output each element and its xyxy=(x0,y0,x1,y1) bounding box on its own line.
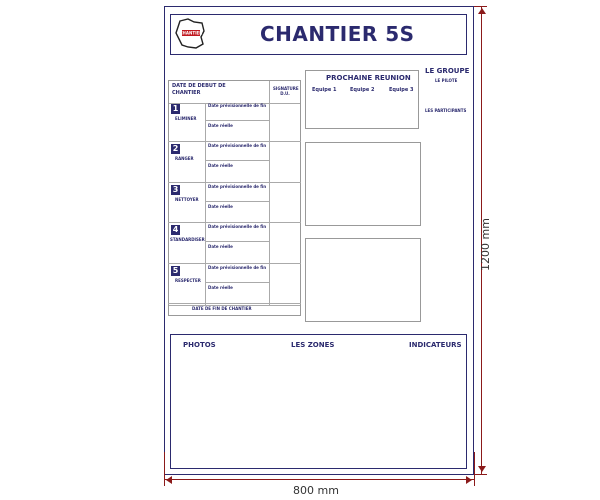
height-dimension-top-tick xyxy=(474,6,487,7)
planned-date-label: Date prévisionnelle de fin xyxy=(208,103,267,108)
width-dimension-line xyxy=(164,479,475,480)
row-mid-divider xyxy=(205,201,269,202)
width-dimension-left-tick xyxy=(164,452,165,486)
planned-date-label: Date prévisionnelle de fin xyxy=(208,264,267,270)
width-dimension-label: 800 mm xyxy=(293,484,339,497)
width-arrow-left-icon xyxy=(166,476,172,484)
row-mid-divider xyxy=(205,120,269,121)
middle-empty-box xyxy=(305,142,421,226)
step-number: 1 xyxy=(172,104,179,113)
height-dimension-bottom-tick xyxy=(474,474,487,475)
width-dimension-right-tick xyxy=(474,452,475,486)
planned-date-label: Date prévisionnelle de fin xyxy=(208,143,267,149)
meeting-title: PROCHAINE REUNION xyxy=(326,74,411,82)
row-divider xyxy=(168,303,301,304)
step-label: RESPECTER xyxy=(175,277,201,283)
row-divider xyxy=(168,182,301,183)
height-dimension-label: 1200 mm xyxy=(478,218,492,271)
lower-empty-box xyxy=(305,238,421,322)
table-header-date: DATE DE DEBUT DE CHANTIER xyxy=(172,83,226,96)
photos-label: PHOTOS xyxy=(183,341,216,349)
actual-date-label: Date réelle xyxy=(208,123,233,128)
row-divider xyxy=(168,222,301,223)
table-header-signature: SIGNATURE D.U. xyxy=(273,86,299,96)
step-label: ELIMINER xyxy=(175,116,197,121)
table-footer: DATE DE FIN DE CHANTIER xyxy=(192,306,252,311)
zones-label: LES ZONES xyxy=(291,341,335,349)
meeting-team-1: Equipe 1 xyxy=(312,87,337,93)
step-number: 2 xyxy=(172,144,179,154)
meeting-team-2: Equipe 2 xyxy=(350,87,375,93)
row-mid-divider xyxy=(205,282,269,283)
row-divider xyxy=(168,141,301,142)
step-number: 5 xyxy=(172,265,179,275)
row-mid-divider xyxy=(205,241,269,242)
row-mid-divider xyxy=(205,160,269,161)
group-participants: LES PARTICIPANTS xyxy=(425,108,467,113)
bottom-panel xyxy=(170,334,467,469)
step-label: RANGER xyxy=(175,156,194,162)
group-title: LE GROUPE xyxy=(425,67,470,75)
actual-date-label: Date réelle xyxy=(208,284,233,290)
actual-date-label: Date réelle xyxy=(208,163,233,169)
meeting-team-3: Equipe 3 xyxy=(389,87,414,93)
row-divider xyxy=(168,263,301,264)
step-label: STANDARDISER xyxy=(170,237,205,243)
step-label: NETTOYER xyxy=(175,196,199,202)
planned-date-label: Date prévisionnelle de fin xyxy=(208,183,267,189)
logo-text: CHANTIER xyxy=(179,30,203,36)
group-pilot: LE PILOTE xyxy=(435,78,458,83)
height-arrow-down-icon xyxy=(478,466,486,472)
step-number: 3 xyxy=(172,184,179,194)
france-map-logo xyxy=(174,17,208,51)
actual-date-label: Date réelle xyxy=(208,244,233,250)
page-title: CHANTIER 5S xyxy=(260,22,415,46)
step-number: 4 xyxy=(172,225,179,235)
actual-date-label: Date réelle xyxy=(208,203,233,209)
planned-date-label: Date prévisionnelle de fin xyxy=(208,224,267,230)
width-arrow-right-icon xyxy=(466,476,472,484)
indicators-label: INDICATEURS xyxy=(409,341,462,349)
height-arrow-up-icon xyxy=(478,8,486,14)
